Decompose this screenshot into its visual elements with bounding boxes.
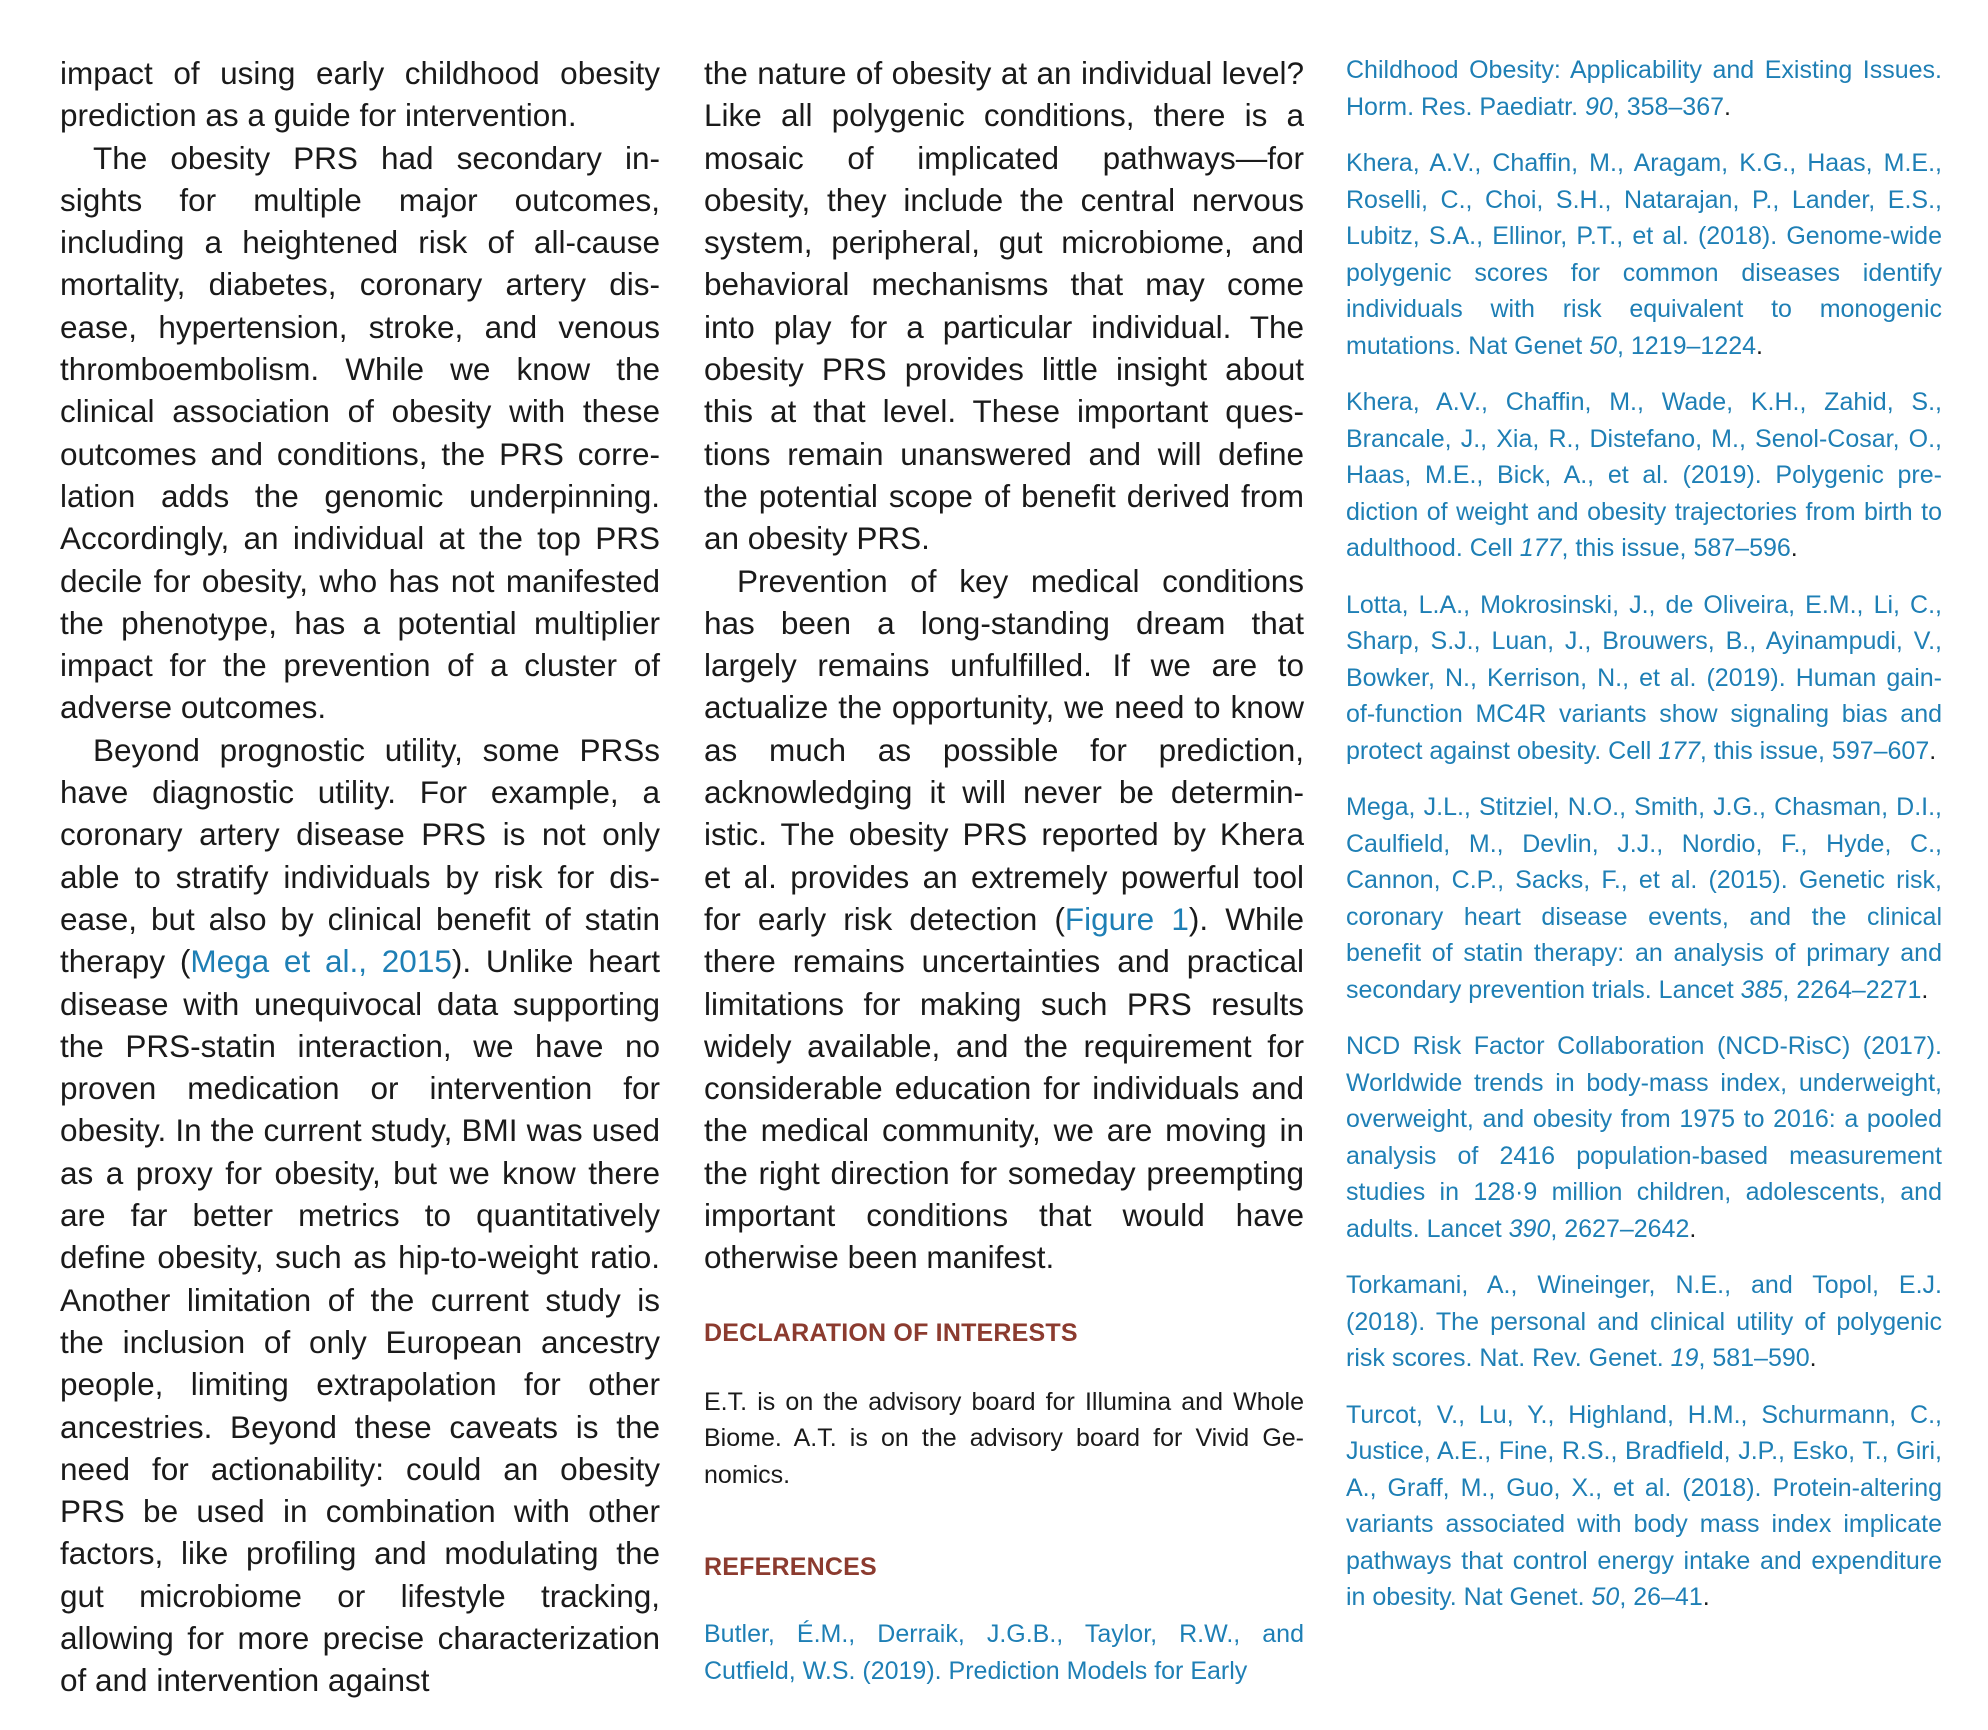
reference-khera-2018[interactable]: Khera, A.V., Chaffin, M., Aragam, K.G., Haas, M.E., Roselli, C., Choi, S.H., Natarajan, P., Lander, E.S., Lubitz, S.A., Ellinor, P.T., et al. (2018). Genome-wide polygenic scores for common diseases identify individuals with risk equivalent to monogenic mutations. Nat Genet 50, 1219–1224. xyxy=(1346,149,1942,360)
paragraph-text: Prevention of key medical conditions has been a long-standing dream that largely remains unfulfilled. If we are to actualize the opportunity, we need to know as much as possible for prediction, acknowledging it will never be deterministic. The obesity PRS reported by Khera et al. provides an extremely powerful tool for early risk detection ( xyxy=(704,562,1304,937)
reference-lotta[interactable]: Lotta, L.A., Mokrosinski, J., de Oliveira, E.M., Li, C., Sharp, S.J., Luan, J., Brouwers, B., Ayinampudi, V., Bowker, N., Kerrison, N., et al. (2019). Human gain-of-function MC4R variants show signaling bias and protect against obesity. Cell 177, this issue, 597–607. xyxy=(1346,590,1942,765)
citation-link-mega[interactable]: Mega et al., 2015 xyxy=(190,943,452,980)
reference-torkamani[interactable]: Torkamani, A., Wineinger, N.E., and Topol, E.J. (2018). The personal and clinical utility of polygenic risk scores. Nat. Rev. Genet. 19, 581–590. xyxy=(1346,1271,1942,1372)
paragraph-diagnostic-utility xyxy=(60,729,660,1702)
declaration-heading: DECLARATION OF INTERESTS xyxy=(704,1318,1078,1347)
body-column-middle xyxy=(704,52,1304,1689)
paragraph-intervention: impact of using early childhood obesity prediction as a guide for intervention. xyxy=(60,55,660,134)
paragraph-nature-of-obesity: the nature of obesity at an individual level? Like all polygenic conditions, there is a mosaic of implicated pathways—for obesity, they include the central nervous system, peripheral, gut microbiome, and behavioral mechanisms that may come into play for a particular individual. The obesity PRS provides little insight about this at that level. These important questions remain unanswered and will define the potential scope of benefit derived from an obesity PRS. xyxy=(704,55,1304,557)
references-heading: REFERENCES xyxy=(704,1553,877,1582)
reference-mega[interactable]: Mega, J.L., Stitziel, N.O., Smith, J.G., Chasman, D.I., Caulfield, M., Devlin, J.J., Nordio, F., Hyde, C., Cannon, C.P., Sacks, F., et al. (2015). Genetic risk, coronary heart disease events, and the clinical benefit of statin therapy: an analysis of primary and secondary prevention trials. Lancet 385, 2264–2271. xyxy=(1346,793,1942,1004)
body-column-left xyxy=(60,52,660,1702)
figure-link-1[interactable]: Figure 1 xyxy=(1064,900,1189,937)
references-column-right xyxy=(1346,52,1942,1616)
reference-butler-end[interactable]: Childhood Obesity: Applicability and Existing Issues. Horm. Res. Paediatr. 90, 358–367. xyxy=(1346,56,1942,121)
paragraph-prevention xyxy=(704,560,1304,1279)
reference-butler-start[interactable]: Butler, É.M., Derraik, J.G.B., Taylor, R.W., and Cutfield, W.S. (2019). Prediction Models for Early xyxy=(704,1620,1304,1685)
declaration-text: E.T. is on the advisory board for Illumina and Whole Biome. A.T. is on the advisory board for Vivid Genomics. xyxy=(704,1387,1304,1489)
paragraph-text: ). While there remains uncertainties and practical limitations for making such PRS results widely available, and the requirement for considerable education for individuals and the medical community, we are moving in the right direction for someday preempting important conditions that would have otherwise been manifest. xyxy=(704,900,1305,1276)
paragraph-text: ). Unlike heart disease with unequivocal data supporting the PRS-statin interaction, we have no proven medication or intervention for obesity. In the current study, BMI was used as a proxy for obesity, but we know there are far better metrics to quantitatively define obesity, such as hip-to-weight ratio. Another limitation of the current study is the inclusion of only European ancestry people, limiting extrapolation for other ancestries. Beyond these caveats is the need for actionability: could an obesity PRS be used in combination with other factors, like profiling and modulating the gut microbiome or lifestyle tracking, allowing for more precise characterization of and intervention against xyxy=(60,943,660,1699)
reference-turcot[interactable]: Turcot, V., Lu, Y., Highland, H.M., Schurmann, C., Justice, A.E., Fine, R.S., Bradfield, J.P., Esko, T., Giri, A., Graff, M., Guo, X., et al. (2018). Protein-altering variants associated with body mass index implicate pathways that control energy intake and expenditure in obesity. Nat Genet. 50, 26–41. xyxy=(1346,1400,1942,1611)
paragraph-text: Beyond prognostic utility, some PRSs have diagnostic utility. For example, a coronary artery disease PRS is not only able to stratify individuals by risk for disease, but also by clinical benefit of statin therapy ( xyxy=(60,731,660,980)
paragraph-secondary-insights: The obesity PRS had secondary insights for multiple major outcomes, including a heightened risk of all-cause mortality, diabetes, coronary artery disease, hypertension, stroke, and venous thromboembolism. While we know the clinical association of obesity with these outcomes and conditions, the PRS correlation adds the genomic underpinning. Accordingly, an individual at the top PRS decile for obesity, who has not manifested the phenotype, has a potential multiplier impact for the prevention of a cluster of adverse outcomes. xyxy=(60,139,660,726)
reference-khera-2019[interactable]: Khera, A.V., Chaffin, M., Wade, K.H., Zahid, S., Brancale, J., Xia, R., Distefano, M., Senol-Cosar, O., Haas, M.E., Bick, A., et al. (2019). Polygenic prediction of weight and obesity trajectories from birth to adulthood. Cell 177, this issue, 587–596. xyxy=(1346,388,1942,562)
reference-ncd[interactable]: NCD Risk Factor Collaboration (NCD-RisC) (2017). Worldwide trends in body-mass index, underweight, overweight, and obesity from 1975 to 2016: a pooled analysis of 2416 population-based measurement studies in 128·9 million children, adolescents, and adults. Lancet 390, 2627–2642. xyxy=(1346,1032,1942,1243)
